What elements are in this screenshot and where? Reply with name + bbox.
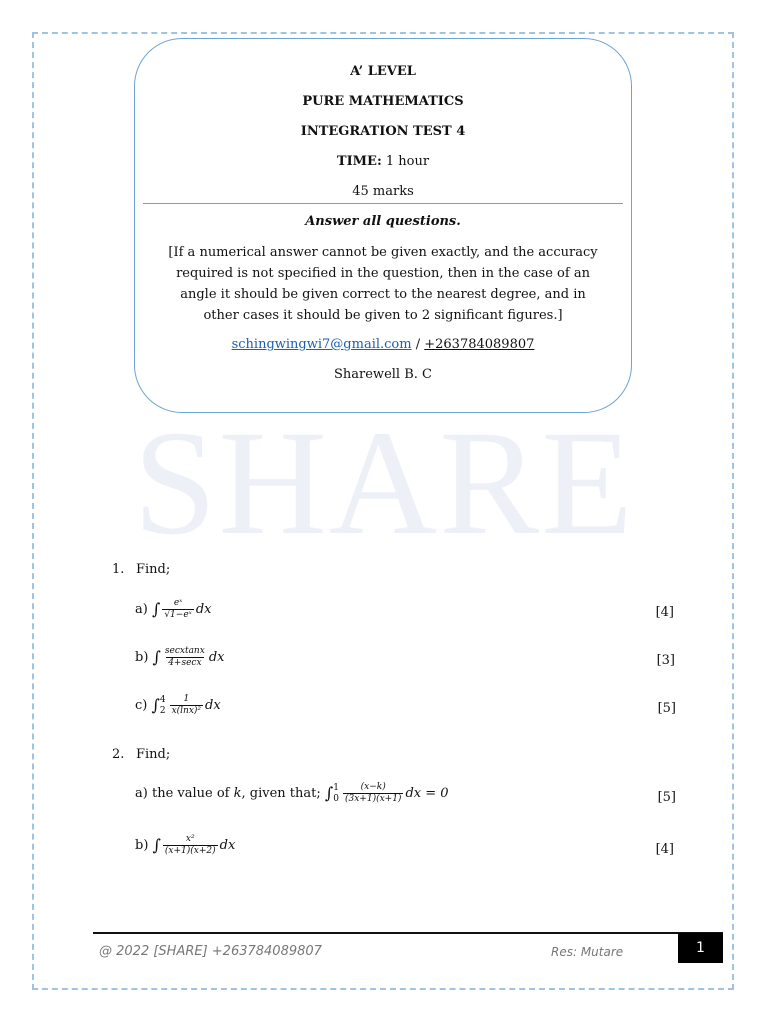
header-box: [134, 38, 632, 413]
contact-line: [135, 337, 631, 353]
marks-label: [3]: [656, 653, 675, 668]
upper-limit: 4: [159, 694, 166, 705]
lower-limit: 2: [159, 705, 166, 716]
total-marks: 45 marks: [352, 184, 414, 199]
header-divider: [143, 203, 623, 204]
subject-title: PURE MATHEMATICS: [302, 94, 464, 109]
watermark: SHARE: [133, 400, 635, 566]
differential: dx = 0: [405, 786, 449, 801]
question-number: 1.: [112, 562, 125, 577]
upper-limit: 1: [333, 782, 339, 793]
integral-sign: ∫: [152, 647, 161, 667]
page-number: 1: [678, 933, 723, 963]
rounding-instructions: [If a numerical answer cannot be given exactly, and the accuracy required is not specified in the question, then in the case of an angle it should be given correct to the nearest degree, and in other cases it should be given to 2 significant figures.]: [168, 245, 598, 323]
variable: k: [233, 786, 242, 801]
part-row: [135, 834, 235, 857]
marks-label: [4]: [655, 605, 674, 620]
numerator: x²: [185, 834, 195, 844]
test-title: INTEGRATION TEST 4: [300, 124, 466, 139]
fraction: [170, 694, 203, 717]
question-label: Find;: [136, 747, 171, 762]
numerator: (x−k): [360, 782, 386, 792]
part-row: [135, 782, 449, 805]
fraction: [162, 598, 194, 621]
contact-separator: /: [411, 337, 425, 352]
part-label: b): [135, 650, 149, 665]
time-value: 1 hour: [381, 154, 430, 169]
answer-all-instruction: Answer all questions.: [305, 214, 461, 229]
numerator: 1: [183, 694, 190, 704]
footer-copyright: @ 2022 [SHARE] +263784089807: [99, 944, 322, 959]
fraction: [163, 646, 207, 669]
integral-sign: ∫: [152, 835, 161, 855]
numerator: secxtanx: [164, 646, 205, 656]
integral-limits: [160, 695, 166, 717]
marks-label: [5]: [657, 701, 676, 716]
denominator: √1−eˣ: [164, 610, 192, 620]
integral-sign: ∫: [151, 695, 160, 715]
marks-label: [4]: [655, 842, 674, 857]
integral-sign: ∫: [324, 783, 334, 803]
denominator: 4+secx: [168, 658, 202, 668]
denominator: (3x+1)(x+1): [344, 794, 402, 804]
numerator: eˣ: [173, 598, 183, 608]
time-line: [135, 154, 631, 170]
part-row: [135, 598, 212, 621]
fraction: [163, 834, 218, 857]
level-title: A’ LEVEL: [350, 64, 416, 79]
part-label: a): [135, 786, 148, 801]
question-number: 2.: [112, 747, 125, 762]
marks-label: [5]: [657, 790, 676, 805]
differential: dx: [219, 838, 236, 853]
part-row: [135, 694, 221, 717]
differential: dx: [205, 698, 221, 713]
part-text: the value of: [151, 786, 234, 801]
differential: dx: [208, 650, 225, 665]
part-label: c): [135, 698, 148, 713]
email-link[interactable]: schingwingwi7@gmail.com: [231, 337, 412, 352]
denominator: x(lnx)²: [171, 706, 202, 716]
part-text-2: , given that;: [241, 786, 321, 801]
phone-link[interactable]: +263784089807: [424, 337, 535, 352]
part-label: b): [135, 838, 149, 853]
part-row: [135, 646, 224, 669]
question-label: Find;: [136, 562, 171, 577]
footer-divider: [93, 932, 723, 934]
footer-location: Res: Mutare: [551, 945, 624, 959]
denominator: (x+1)(x+2): [164, 846, 216, 856]
lower-limit: 0: [333, 793, 339, 804]
differential: dx: [195, 602, 212, 617]
integral-limits: [333, 783, 339, 805]
time-label: TIME:: [336, 154, 382, 169]
author-name: Sharewell B. C: [334, 367, 432, 382]
part-label: a): [135, 602, 148, 617]
fraction: [343, 782, 403, 805]
integral-sign: ∫: [151, 599, 161, 619]
